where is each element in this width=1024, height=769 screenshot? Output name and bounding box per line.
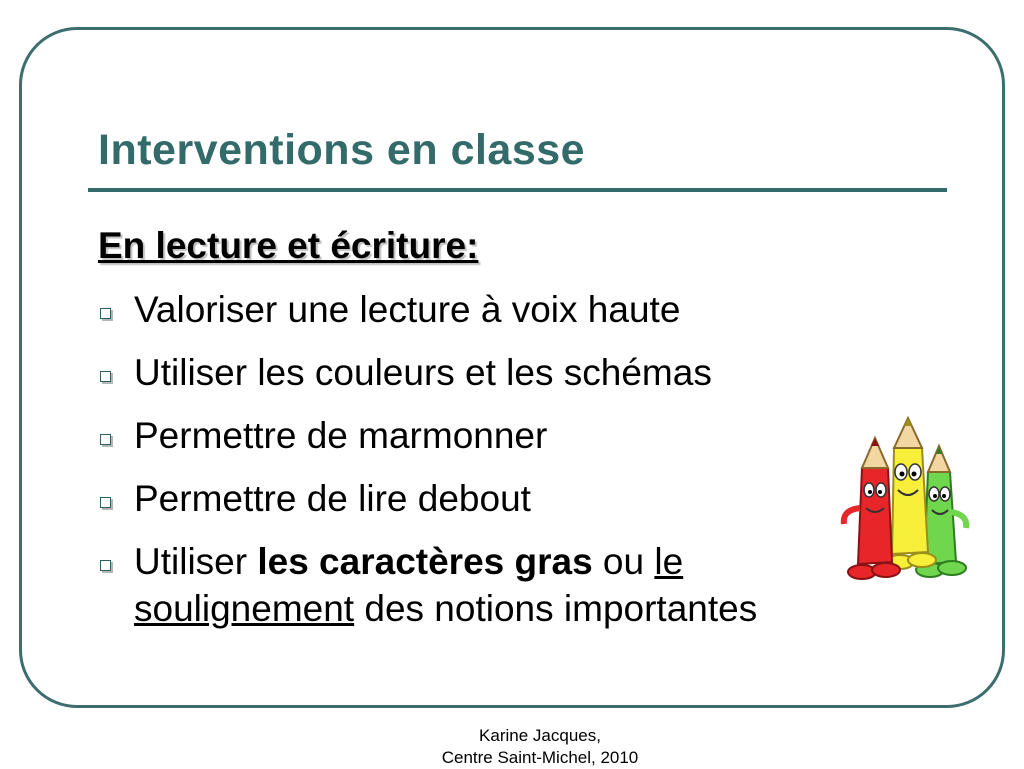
red-pencil-icon [844,438,900,579]
footer-organization: Centre Saint-Michel, 2010 [441,748,639,767]
footer-author: Karine Jacques, [479,726,601,745]
bullet-text-part: Utiliser [134,541,258,582]
checkbox-bullet-icon [100,308,111,319]
bullet-text-part: ou [592,541,655,582]
checkbox-bullet-icon [100,434,111,445]
bullet-text: Valoriser une lecture à voix haute [134,289,681,330]
checkbox-bullet-icon [100,560,111,571]
bullet-text: Permettre de marmonner [134,415,548,456]
bullet-list [98,286,898,648]
bullet-item [98,412,898,459]
bullet-text-part: des notions importantes [354,588,758,629]
title-divider [88,188,947,192]
section-heading: En lecture et écriture: [98,225,479,266]
bullet-item [98,349,898,396]
bullet-text: Utiliser les couleurs et les schémas [134,352,712,393]
bullet-item [98,286,898,333]
bullet-item [98,538,874,632]
underlined-text: le soulignement [134,541,684,629]
slide-footer [360,725,720,769]
bold-text: les caractères gras [257,541,593,582]
bullet-text: Permettre de lire debout [134,478,531,519]
slide-title: Interventions en classe [98,126,586,174]
checkbox-bullet-icon [100,371,111,382]
bullet-item [98,475,898,522]
checkbox-bullet-icon [100,497,111,508]
pencil-characters-icon [838,412,974,582]
